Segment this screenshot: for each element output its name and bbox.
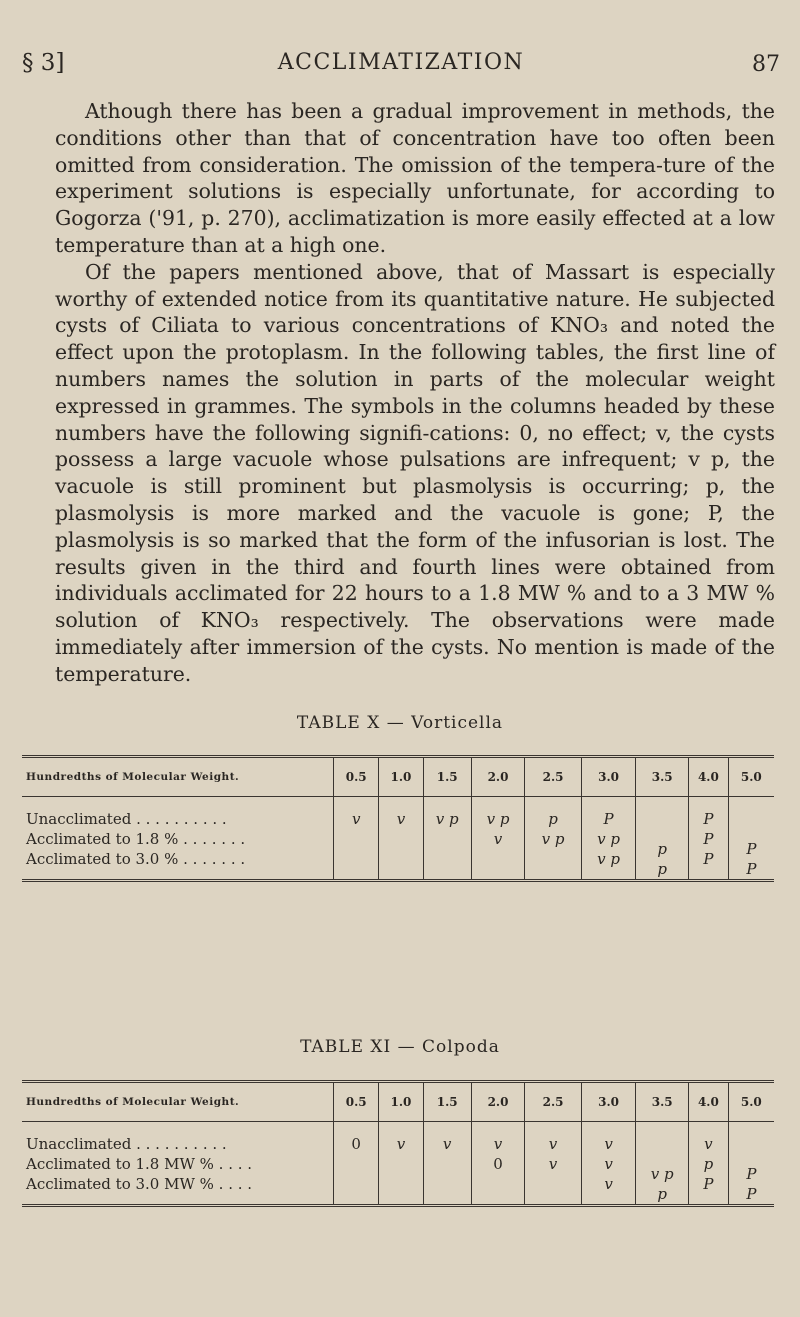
row-label: Unacclimated . . . . . . . . . .: [26, 1135, 227, 1153]
col-header: 5.0: [728, 1082, 774, 1122]
body-text: [55, 98, 775, 688]
col-header: 2.5: [525, 1082, 581, 1122]
table-cell: v p: [423, 797, 471, 881]
table-11: [22, 1080, 774, 1207]
table-10-row-header: Hundredths of Molecular Weight.: [26, 771, 240, 783]
table-cell: v: [334, 797, 379, 881]
row-label: Acclimated to 3.0 % . . . . . . .: [26, 850, 246, 868]
table-cell: P P P: [689, 797, 729, 881]
table-11-row-header: Hundredths of Molecular Weight.: [26, 1096, 240, 1108]
row-label: Acclimated to 3.0 MW % . . . .: [26, 1175, 253, 1193]
table-11-body-row: [22, 1122, 774, 1206]
section-marker: § 3]: [22, 50, 65, 76]
col-header: 4.0: [689, 757, 729, 797]
table-11-row-labels: [22, 1122, 334, 1206]
table-11-title: TABLE XI — Colpoda: [300, 1037, 500, 1057]
table-cell: P P: [728, 797, 774, 881]
table-10-row-labels: [22, 797, 334, 881]
table-cell: v v: [525, 1122, 581, 1206]
paragraph-1: Athough there has been a gradual improvement in methods, the conditions other than that of concentration have too often been omitted from consideration. The omission of the tempera-ture of the experiment solutions is especially unfortunate, for according to Gogorza ('91, p. 270), acclimatization is more easily effected at a low temperature than at a high one.: [55, 99, 775, 257]
table-cell: v: [423, 1122, 471, 1206]
table-10-body-row: [22, 797, 774, 881]
col-header: 4.0: [689, 1082, 729, 1122]
table-cell: v p p: [636, 1122, 689, 1206]
page-number: 87: [752, 52, 780, 77]
table-10-header-row: [22, 757, 774, 797]
col-header: 3.0: [581, 757, 636, 797]
col-header: 3.5: [636, 757, 689, 797]
col-header: 1.0: [379, 1082, 423, 1122]
table-cell: p v p: [525, 797, 581, 881]
table-11-header-row: [22, 1082, 774, 1122]
table-cell: v p v: [471, 797, 525, 881]
row-label: Acclimated to 1.8 % . . . . . . .: [26, 830, 246, 848]
table-cell: v: [379, 797, 423, 881]
page-header: [22, 50, 780, 90]
col-header: 0.5: [334, 1082, 379, 1122]
table-10-title: TABLE X — Vorticella: [296, 713, 504, 733]
col-header: 2.0: [471, 1082, 525, 1122]
col-header: 3.5: [636, 1082, 689, 1122]
col-header: 3.0: [581, 1082, 636, 1122]
table-cell: P P: [728, 1122, 774, 1206]
table-cell: v p P: [689, 1122, 729, 1206]
col-header: 1.0: [379, 757, 423, 797]
table-cell: p p: [636, 797, 689, 881]
col-header: 2.0: [471, 757, 525, 797]
table-cell: 0: [334, 1122, 379, 1206]
running-title: ACCLIMATIZATION: [277, 50, 525, 75]
table-cell: P v p v p: [581, 797, 636, 881]
col-header: 5.0: [728, 757, 774, 797]
row-label: Acclimated to 1.8 MW % . . . .: [26, 1155, 253, 1173]
table-10: [22, 755, 774, 882]
table-cell: v v v: [581, 1122, 636, 1206]
col-header: 0.5: [334, 757, 379, 797]
col-header: 1.5: [423, 757, 471, 797]
col-header: 2.5: [525, 757, 581, 797]
table-cell: v: [379, 1122, 423, 1206]
table-cell: v 0: [471, 1122, 525, 1206]
paragraph-2: Of the papers mentioned above, that of Massart is especially worthy of extended notice from its quantitative nature. He subjected cysts of Ciliata to various concentrations of KNO₃ and noted the effect upon the protoplasm. In the following tables, the first line of numbers names the solution in parts of the molecular weight expressed in grammes. The symbols in the columns headed by these numbers have the following signifi-cations: 0, no effect; v, the cysts possess a large vacuole whose pulsations are infrequent; v p, the vacuole is still prominent but plasmolysis is occurring; p, the plasmolysis is more marked and the vacuole is gone; P, the plasmolysis is so marked that the form of the infusorian is lost. The results given in the third and fourth lines were obtained from individuals acclimated for 22 hours to a 1.8 MW % and to a 3 MW % solution of KNO₃ respectively. The observations were made immediately after immersion of the cysts. No mention is made of the temperature.: [55, 259, 775, 686]
col-header: 1.5: [423, 1082, 471, 1122]
row-label: Unacclimated . . . . . . . . . .: [26, 810, 227, 828]
